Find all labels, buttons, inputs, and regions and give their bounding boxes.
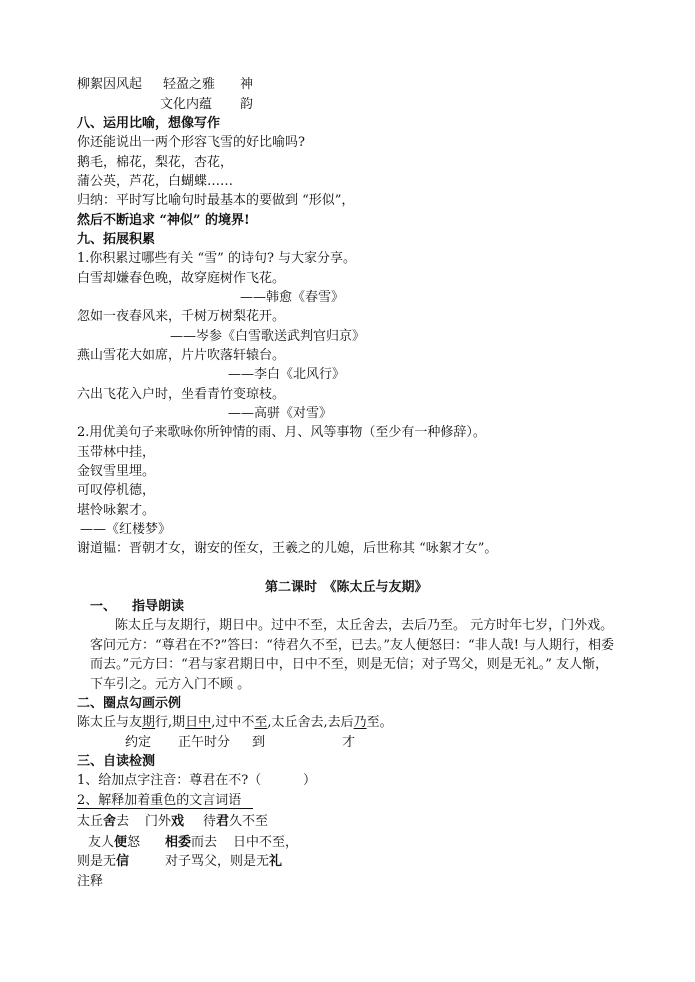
part-heading: 二、圈点勾画示例	[77, 696, 182, 711]
word-phrase	[77, 812, 129, 831]
poem-source: ——李白《北风行》	[228, 367, 346, 382]
phrase-part: 则是无	[77, 854, 117, 869]
verse-line: 堪怜咏絮才。	[77, 503, 156, 518]
passage-line: 陈太丘与友期行，期日中。过中不至，太丘舍去，去后乃至。 元方时年七岁，门外戏。	[115, 618, 614, 633]
sentence-segment: 陈太丘与友	[77, 715, 143, 730]
poem-line: 白雪却嫌春色晚，故穿庭树作飞花。	[77, 271, 286, 286]
part-heading: 三、自读检测	[77, 754, 156, 769]
gloss: 到	[252, 735, 266, 750]
summary-text: 归纳：平时写比喻句时最基本的要做到 “形似”，	[77, 193, 355, 208]
word-phrase	[233, 833, 298, 852]
gloss: 正午时分	[178, 735, 231, 750]
question-text: 你还能说出一两个形容飞雪的好比喻吗?	[77, 135, 305, 150]
word-phrase	[165, 852, 282, 871]
phrase-part: 日中不至，	[233, 835, 299, 850]
key-word: 戏	[171, 814, 185, 829]
word-phrase	[77, 852, 129, 871]
question-text: 1、给加点字注音：尊君在不?（	[77, 773, 262, 788]
answer-line: 蒲公英，芦花，白蝴蝶……	[77, 174, 234, 189]
answer-line: 鹅毛，棉花，梨花，杏花，	[77, 155, 234, 170]
passage-line: 客问元方：“尊君在不?”答曰：“待君久不至，已去。”友人便怒曰：“非人哉! 与人期行，相委	[90, 638, 615, 653]
gloss: 约定	[125, 735, 152, 750]
answer-blank-close: ）	[303, 773, 317, 788]
key-word: 礼	[269, 854, 283, 869]
section-heading: 九、拓展积累	[77, 232, 156, 247]
annotated-sentence	[77, 713, 393, 732]
phrase-part: 友人	[88, 835, 115, 850]
phrase-part: 对子骂父，则是无	[165, 854, 270, 869]
marked-word: 日中	[185, 715, 212, 730]
lesson-title: 第二课时 《陈太丘与友期》	[265, 580, 428, 595]
key-word: 信	[116, 854, 130, 869]
verse-line: 金钗雪里埋。	[77, 464, 156, 479]
question-2	[77, 791, 253, 810]
sentence-segment: ,过中不	[211, 715, 255, 730]
footer-label: 注释	[77, 874, 104, 889]
phrase-part: 怒	[127, 835, 141, 850]
motif-phrase: 柳絮因风起	[77, 77, 143, 92]
part-number: 一、	[90, 599, 117, 614]
verse-source: ——《红楼梦》	[80, 522, 172, 537]
question-text: 2、解释加着重色的文言词语	[77, 793, 253, 809]
gloss: 才	[342, 735, 356, 750]
motif-aspect: 神	[240, 77, 254, 92]
section-heading: 八、运用比喻，想像写作	[77, 116, 221, 131]
poem-source: ——高骈《对雪》	[228, 406, 333, 421]
motif-aspect: 韵	[240, 97, 254, 112]
key-word: 君	[216, 814, 230, 829]
phrase-part: 门外	[145, 814, 172, 829]
key-word: 舍	[103, 814, 117, 829]
phrase-part: 而去	[191, 835, 218, 850]
poem-line: 燕山雪花大如席，片片吹落轩辕台。	[77, 348, 286, 363]
marked-word: 至	[254, 715, 268, 730]
marked-word: 期	[142, 715, 156, 730]
motif-quality: 轻盈之雅	[163, 77, 216, 92]
note-text: 谢道韫：晋朝才女，谢安的侄女，王羲之的儿媳，后世称其 “咏絮才女”。	[77, 541, 498, 556]
marked-word: 乃	[353, 715, 367, 730]
sentence-segment: ,太丘舍去,去后	[267, 715, 354, 730]
motif-quality: 文化内蕴	[160, 97, 213, 112]
poem-line: 六出飞花入户时，坐看青竹变琼枝。	[77, 387, 286, 402]
phrase-part: 久不至	[229, 814, 269, 829]
passage-line: 下车引之。元方入门不顾 。	[90, 677, 251, 692]
conclusion-text: 然后不断追求 “神似” 的境界!	[77, 213, 250, 228]
poem-source: ——岑参《白雪歌送武判官归京》	[170, 329, 366, 344]
key-word: 便	[114, 835, 128, 850]
word-phrase	[145, 812, 184, 831]
passage-line: 而去。”元方曰：“君与家君期日中，日中不至，则是无信；对子骂父，则是无礼。” 友人惭，	[90, 657, 609, 672]
phrase-part: 去	[116, 814, 130, 829]
word-phrase	[165, 833, 217, 852]
poem-line: 忽如一夜春风来，千树万树梨花开。	[77, 309, 286, 324]
phrase-part: 待	[203, 814, 217, 829]
task-text: 2.用优美句子来歌咏你所钟情的雨、月、风等事物（至少有一种修辞）。	[77, 425, 486, 440]
task-text: 1.你积累过哪些有关 “雪” 的诗句? 与大家分享。	[77, 251, 357, 266]
phrase-part: 太丘	[77, 814, 104, 829]
poem-source: ——韩愈《春雪》	[240, 290, 345, 305]
sentence-segment: 至。	[366, 715, 393, 730]
key-word: 相委	[165, 835, 192, 850]
part-title: 指导朗读	[132, 599, 185, 614]
sentence-segment: 行,期	[155, 715, 186, 730]
word-phrase	[88, 833, 140, 852]
verse-line: 玉带林中挂，	[77, 445, 156, 460]
word-phrase	[203, 812, 268, 831]
verse-line: 可叹停机德，	[77, 483, 156, 498]
